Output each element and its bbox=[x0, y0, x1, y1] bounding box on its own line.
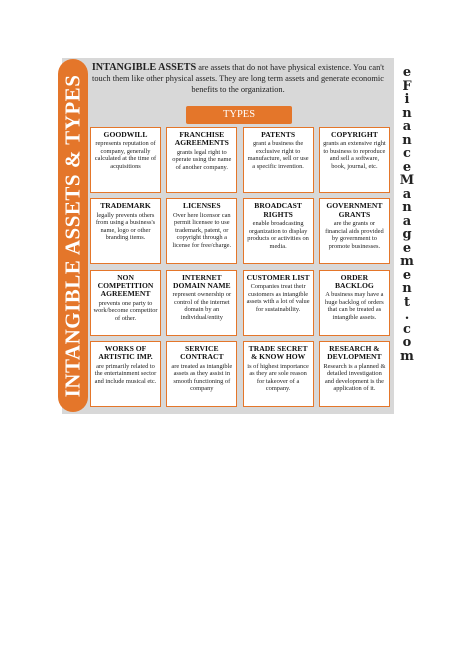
card-title: NON COMPETITION AGREEMENT bbox=[97, 272, 154, 299]
card-title: RESEARCH & DEVLOPMENT bbox=[327, 343, 382, 362]
type-card-order-backlog bbox=[319, 270, 390, 336]
type-card-trademark bbox=[90, 198, 161, 264]
type-card-non-competition bbox=[90, 270, 161, 336]
card-description: grants legal right to operate using the name of another company. bbox=[172, 148, 232, 171]
brand-letter: o bbox=[402, 335, 412, 350]
card-title: WORKS OF ARTISTIC IMP. bbox=[98, 343, 153, 362]
intro-body: are assets that do not have physical existence. You can't touch them like other physical assets. They are long term assets and generate economic benefits to the organization. bbox=[92, 63, 385, 94]
type-card-customer-list bbox=[243, 270, 314, 336]
card-description: is of highest importance as they are sole reason for takeover of a company. bbox=[247, 362, 309, 393]
card-description: A business may have a huge backlog of orders that can be treated as intangible assets. bbox=[325, 291, 384, 321]
types-label: TYPES bbox=[186, 106, 292, 124]
type-card-service-contract bbox=[166, 341, 237, 407]
card-title: GOVERNMENT GRANTS bbox=[326, 201, 383, 219]
card-description: Over here licensor can permit licensee to use trademark, patent, or copyright through a license for free/charge. bbox=[172, 211, 232, 249]
card-description: Companies treat their customers as intangible assets with a lot of value for sustainability. bbox=[246, 283, 310, 313]
brand-letter: . bbox=[404, 308, 410, 323]
card-title: CUSTOMER LIST bbox=[246, 272, 310, 282]
card-title: TRADEMARK bbox=[100, 201, 151, 211]
brand-letter: c bbox=[403, 321, 411, 337]
brand-watermark bbox=[396, 66, 418, 414]
card-description: are the grants or financial aids provided by government to promote businesses. bbox=[325, 220, 384, 250]
side-title: INTANGIBLE ASSETS & TYPES bbox=[60, 74, 85, 397]
type-card-licenses bbox=[166, 198, 237, 264]
type-card-internet-domain bbox=[166, 270, 237, 336]
card-title: GOODWILL bbox=[103, 130, 148, 139]
brand-letter: e bbox=[402, 267, 412, 283]
brand-letter: m bbox=[400, 348, 414, 364]
brand-letter: a bbox=[402, 213, 412, 229]
card-description: represents reputation of company, generally calculated at the time of acquisitions bbox=[94, 140, 157, 170]
brand-letter: a bbox=[402, 119, 412, 134]
intro-lead: INTANGIBLE ASSETS bbox=[91, 62, 197, 73]
card-description: Research is a planned & detailed investigation and development is the application of it. bbox=[323, 362, 386, 393]
brand-letter: t bbox=[403, 294, 410, 310]
type-card-franchise-agreements bbox=[166, 127, 237, 193]
type-card-patents bbox=[243, 127, 314, 193]
type-card-broadcast-rights bbox=[243, 198, 314, 264]
card-title: ORDER BACKLOG bbox=[334, 272, 374, 290]
brand-letter: g bbox=[402, 227, 412, 242]
brand-letter: n bbox=[402, 105, 412, 121]
card-title: INTERNET DOMAIN NAME bbox=[173, 272, 231, 290]
card-title: SERVICE CONTRACT bbox=[180, 343, 224, 362]
brand-letter: c bbox=[403, 146, 411, 161]
brand-letter: F bbox=[402, 78, 412, 94]
type-card-government-grants bbox=[319, 198, 390, 264]
card-description: grants an extensive right to business to reproduce and sell a software, book, journal, etc. bbox=[323, 140, 386, 170]
card-description: legally prevents others from using a business's name, logo or other branding items. bbox=[95, 211, 156, 242]
card-description: enable broadcasting organization to display products or activities on media. bbox=[247, 220, 309, 250]
intro-text bbox=[90, 62, 386, 95]
card-description: are primarily related to the entertainment sector and include musical etc. bbox=[94, 362, 157, 385]
brand-letter: M bbox=[399, 173, 415, 188]
card-description: prevents one party to work/become competitor of other. bbox=[93, 299, 158, 322]
type-card-goodwill bbox=[90, 127, 161, 193]
card-description: represent ownership or control of the internet domain by an individual/entity bbox=[172, 291, 232, 321]
types-grid bbox=[90, 127, 389, 409]
brand-letter: n bbox=[402, 200, 412, 215]
brand-letter: i bbox=[404, 92, 410, 107]
card-title: LICENSES bbox=[183, 201, 221, 211]
type-card-trade-secret bbox=[243, 341, 314, 407]
brand-letter: n bbox=[402, 281, 412, 296]
type-card-research-development bbox=[319, 341, 390, 407]
card-title: TRADE SECRET & KNOW HOW bbox=[248, 343, 308, 362]
brand-letter: m bbox=[400, 254, 414, 269]
card-description: grant a business the exclusive right to manufacture, sell or use a specific invention. bbox=[247, 140, 309, 170]
brand-letter: e bbox=[402, 159, 412, 175]
brand-letter: e bbox=[402, 240, 412, 256]
card-description: are treated as intangible assets as they assist in smooth functioning of company bbox=[171, 362, 233, 393]
card-title: PATENTS bbox=[261, 130, 296, 139]
brand-letter: e bbox=[402, 65, 412, 80]
type-card-copyright bbox=[319, 127, 390, 193]
brand-letter: a bbox=[402, 186, 412, 202]
card-title: BROADCAST RIGHTS bbox=[254, 201, 302, 219]
card-title: FRANCHISE AGREEMENTS bbox=[174, 130, 229, 148]
brand-letter: n bbox=[402, 132, 412, 148]
side-title-tab bbox=[58, 59, 88, 412]
type-card-works-of-artistic-importance bbox=[90, 341, 161, 407]
card-title: COPYRIGHT bbox=[330, 130, 378, 139]
